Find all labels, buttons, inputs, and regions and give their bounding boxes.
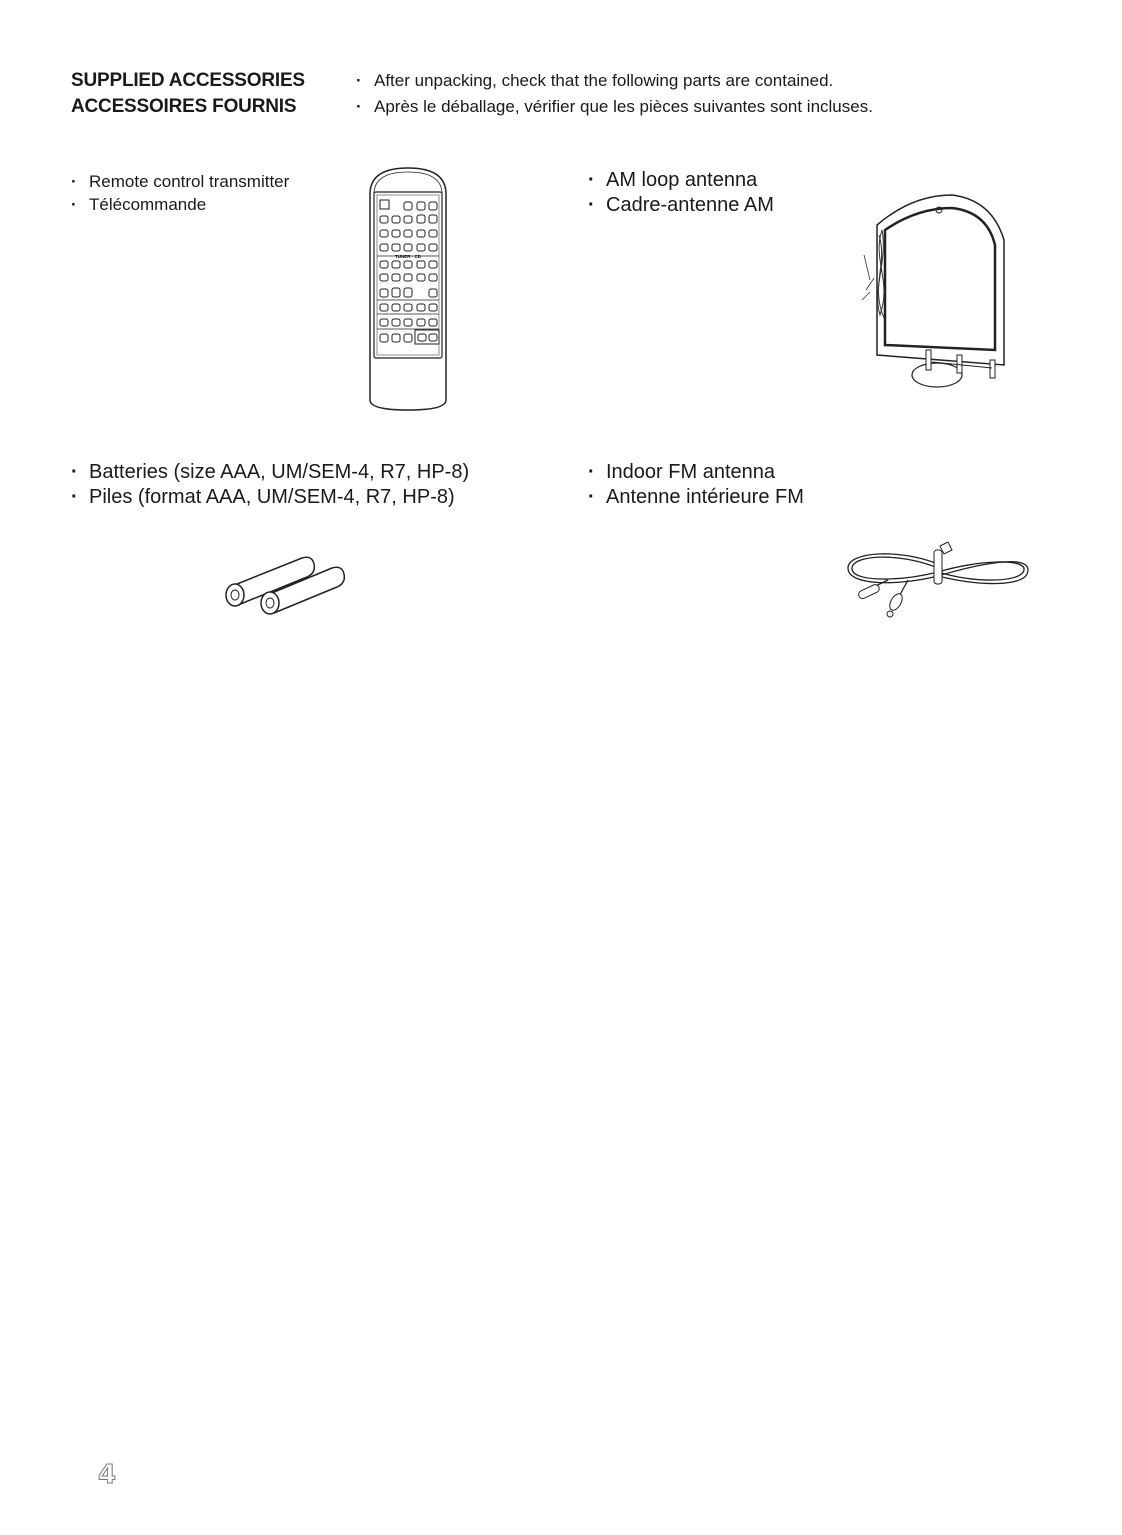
accessory-batteries-label [71, 460, 469, 510]
batteries-icon [222, 550, 352, 617]
fm-antenna-icon [848, 540, 1028, 625]
heading-french: ACCESSOIRES FOURNIS [71, 96, 297, 117]
page-number: 4 [98, 1460, 117, 1490]
accessory-fm-antenna-label [588, 460, 804, 510]
item-en: · AM loop antenna [588, 168, 774, 193]
item-fr: · Cadre-antenne AM [588, 193, 774, 218]
accessory-am-antenna-label [588, 168, 774, 218]
item-en: · Remote control transmitter [71, 170, 289, 193]
item-en: · Indoor FM antenna [588, 460, 804, 485]
accessory-remote-label [71, 170, 289, 216]
item-fr: · Antenne intérieure FM [588, 485, 804, 510]
item-fr: · Piles (format AAA, UM/SEM-4, R7, HP-8) [71, 485, 469, 510]
item-en: · Batteries (size AAA, UM/SEM-4, R7, HP-8) [71, 460, 469, 485]
heading-english: SUPPLIED ACCESSORIES [71, 70, 305, 91]
intro-french: · Après le déballage, vérifier que les pièces suivantes sont incluses. [356, 94, 873, 120]
intro-english: · After unpacking, check that the following parts are contained. [356, 68, 873, 94]
svg-text:TUNER · CD: TUNER · CD [395, 254, 421, 259]
am-loop-antenna-icon [852, 190, 1012, 395]
remote-control-icon [368, 164, 448, 417]
section-heading [71, 68, 305, 120]
item-fr: · Télécommande [71, 193, 289, 216]
intro-instructions [356, 68, 873, 120]
